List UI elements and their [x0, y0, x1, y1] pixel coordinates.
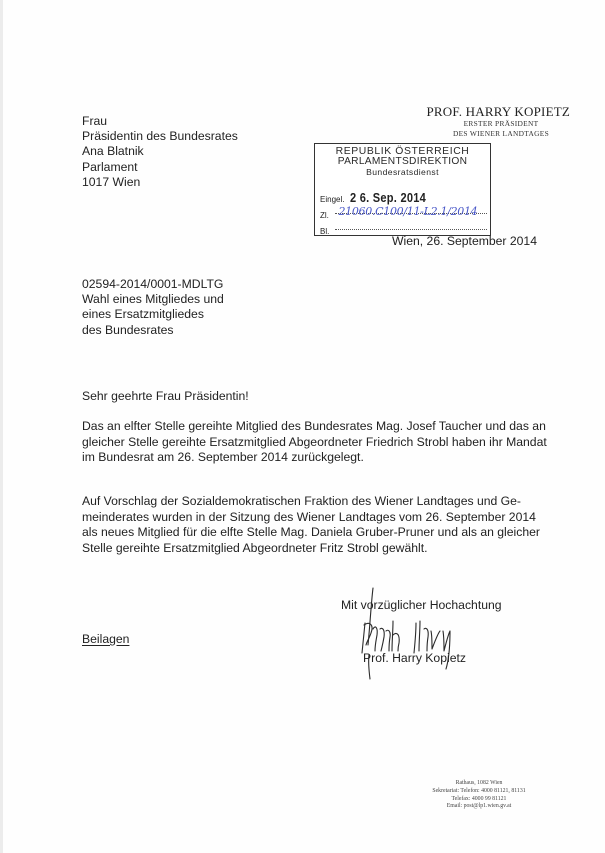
letter-footer — [420, 780, 538, 811]
recipient-city: 1017 Wien — [82, 174, 141, 189]
stamp-service: Bundesratsdienst — [366, 167, 439, 177]
attachments-label: Beilagen — [82, 632, 130, 646]
stamp-bl-dotted-line — [335, 229, 487, 230]
paragraph-line: Stelle gereihte Ersatzmitglied Abgeordneter Fritz Strobl gewählt. — [82, 540, 428, 555]
recipient-title: Präsidentin des Bundesrates — [82, 129, 238, 144]
recipient-institution: Parlament — [82, 159, 138, 174]
paragraph-line: im Bundesrat am 26. September 2014 zurückgelegt. — [82, 450, 364, 465]
footer-fax: Telefax: 4000 99 81121 — [451, 795, 507, 802]
body-paragraph-1 — [82, 419, 582, 466]
signer-name: Prof. Harry Kopietz — [363, 651, 466, 665]
letterhead-title-2: DES WIENER LANDTAGES — [452, 128, 549, 138]
reference-number: 02594-2014/0001-MDLTG — [82, 277, 224, 291]
footer-phone: Sekretariat: Telefon: 4000 81121, 81131 — [432, 787, 526, 794]
stamp-zl-label: Zl. — [320, 211, 329, 220]
letter-date: Wien, 26. September 2014 — [392, 234, 537, 248]
scan-edge — [0, 0, 3, 853]
footer-email: Email: post@lp1.wien.gv.at — [446, 803, 512, 810]
paragraph-line: Das an elfter Stelle gereihte Mitglied des Bundesrates Mag. Josef Taucher und das an — [82, 419, 546, 433]
recipient-salutation: Frau — [82, 114, 108, 128]
letterhead — [400, 104, 570, 138]
recipient-name: Ana Blatnik — [82, 144, 144, 159]
subject-line-3: des Bundesrates — [82, 322, 174, 337]
letterhead-title-1: ERSTER PRÄSIDENT — [463, 119, 539, 128]
paragraph-line: als neues Mitglied für die elfte Stelle Mag. Daniela Gruber-Pruner und als an gleicher — [82, 525, 540, 540]
subject-line-2: eines Ersatzmitgliedes — [82, 307, 204, 322]
stamp-zl-handwritten: 21060.C100/11-L2.1/2014 — [338, 205, 478, 218]
closing-phrase: Mit vorzüglicher Hochachtung — [341, 598, 502, 612]
recipient-address — [82, 114, 238, 190]
received-stamp — [314, 143, 491, 236]
stamp-zl-row — [320, 205, 477, 223]
letterhead-name: PROF. HARRY KOPIETZ — [426, 104, 570, 119]
footer-address: Rathaus, 1082 Wien — [455, 780, 503, 786]
body-paragraph-2 — [82, 494, 582, 556]
stamp-republic: REPUBLIK ÖSTERREICH — [335, 146, 470, 157]
stamp-bl-row — [320, 221, 334, 239]
subject-line-1: Wahl eines Mitgliedes und — [82, 292, 224, 307]
stamp-received-date: 2 6. Sep. 2014 — [350, 190, 427, 205]
salutation: Sehr geehrte Frau Präsidentin! — [82, 389, 249, 403]
stamp-directorate: PARLAMENTSDIREKTION — [337, 156, 468, 167]
stamp-received-label: Eingel. — [320, 195, 345, 204]
reference-block — [82, 277, 224, 338]
paragraph-line: Auf Vorschlag der Sozialdemokratischen Fraktion des Wiener Landtages und Ge- — [82, 494, 521, 508]
stamp-bl-label: Bl. — [320, 227, 330, 236]
paragraph-line: gleicher Stelle gereihte Ersatzmitglied Abgeordneter Friedrich Strobl haben ihr Mandat — [82, 434, 547, 449]
paragraph-line: meinderates wurden in der Sitzung des Wiener Landtages vom 26. September 2014 — [82, 509, 536, 524]
